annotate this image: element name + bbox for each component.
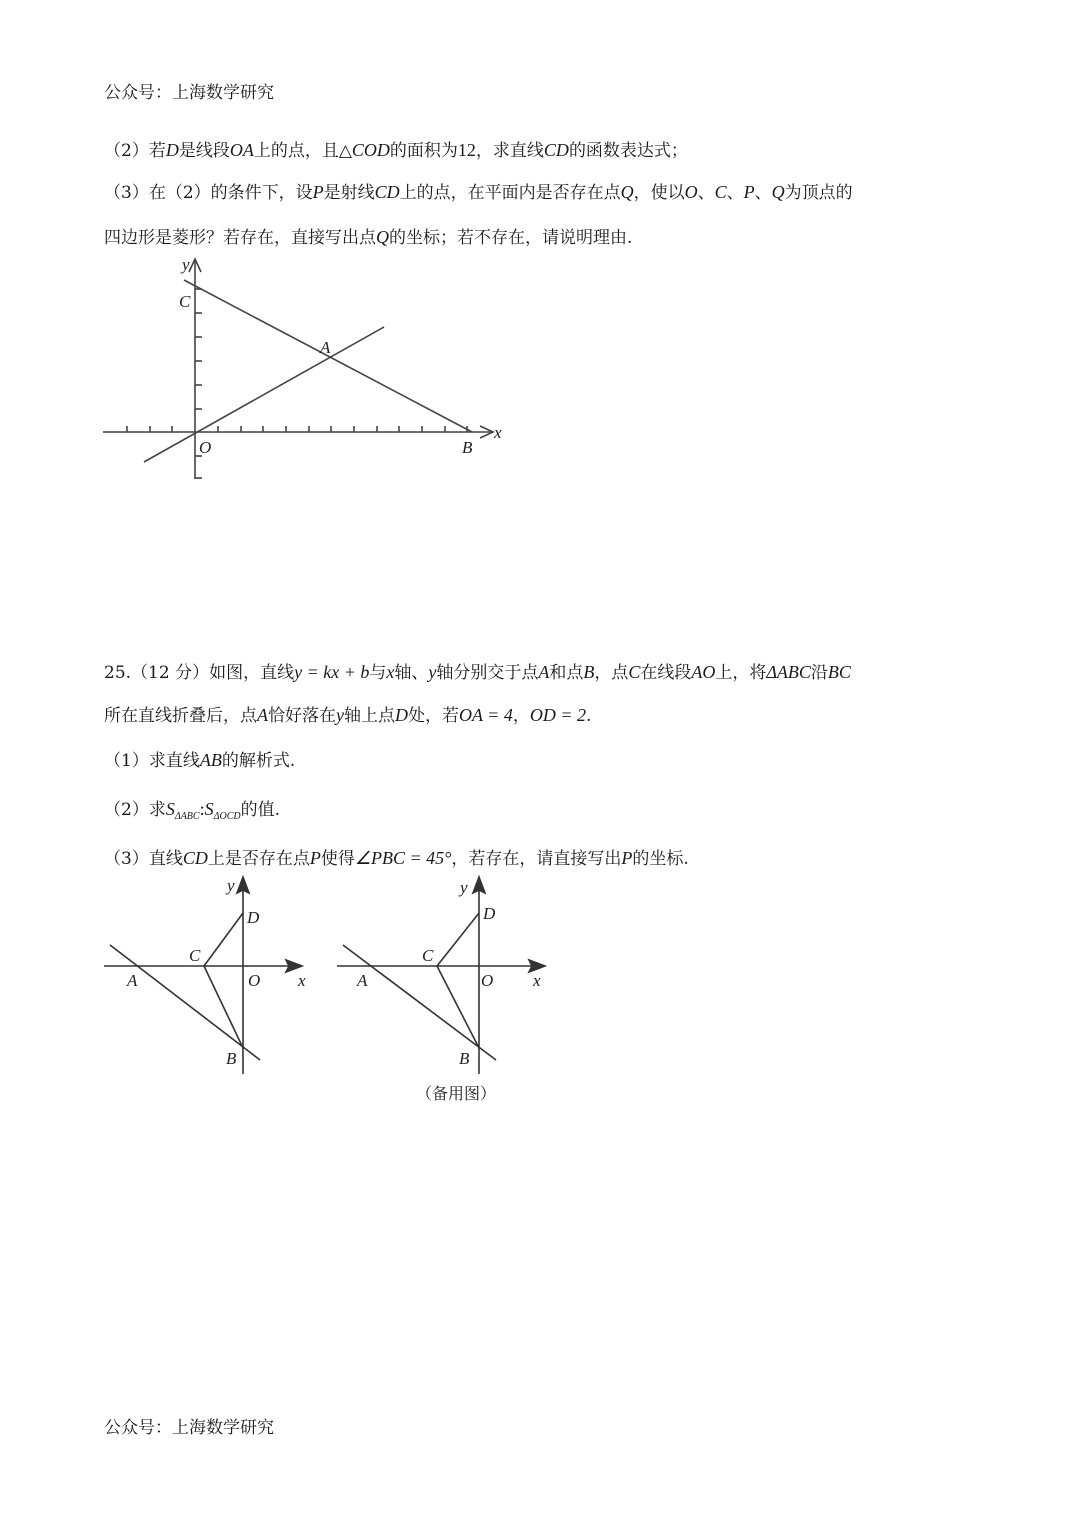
y-axis-label: y	[182, 255, 190, 274]
var: Q	[771, 182, 785, 202]
x-axis-label: x	[533, 971, 541, 990]
text: 所在直线折叠后，点	[104, 706, 257, 726]
point-o-label: O	[199, 438, 212, 457]
text: ，	[512, 706, 530, 726]
text: 、	[754, 183, 772, 203]
var: ΔABC	[766, 662, 811, 682]
segment-cd	[204, 913, 243, 966]
text: （3）在（2）的条件下，设	[104, 183, 313, 203]
text: 与	[369, 663, 387, 683]
text: ，若存在，请直接写出	[451, 849, 622, 869]
var: CD	[374, 182, 400, 202]
q24-part3-line2	[104, 225, 632, 250]
var: A	[538, 662, 550, 682]
q25-line1	[104, 660, 851, 685]
var: AB	[199, 750, 222, 770]
text: 、	[697, 183, 715, 203]
text: 上的点，在平面内是否存在点	[399, 183, 621, 203]
var: O	[684, 182, 698, 202]
point-a-label: A	[357, 971, 368, 990]
text: 沿	[810, 663, 828, 683]
y-axis-label: y	[460, 878, 468, 897]
point-a-label: A	[127, 971, 138, 990]
segment-cd	[437, 913, 479, 966]
var: B	[583, 662, 595, 682]
var: D	[165, 140, 179, 160]
point-d-label: D	[247, 908, 260, 927]
text: 和点	[549, 663, 584, 683]
q25-part2	[104, 797, 280, 829]
point-c-label: C	[189, 946, 201, 965]
q25-figure-spare	[333, 872, 548, 1077]
var: P	[621, 848, 633, 868]
text: （3）直线	[104, 849, 183, 869]
text: （2）若	[104, 141, 166, 161]
text: 是线段	[178, 141, 230, 161]
equation: OD = 2	[529, 705, 586, 725]
point-c-label: C	[422, 946, 434, 965]
text: ，求直线	[475, 141, 544, 161]
var: y	[336, 705, 344, 725]
var: C	[628, 662, 641, 682]
var: P	[743, 182, 755, 202]
point-b-label: B	[226, 1049, 237, 1068]
x-axis-label: x	[298, 971, 306, 990]
y-axis-label: y	[227, 876, 235, 895]
var: P	[309, 848, 321, 868]
line-oa	[144, 327, 384, 462]
equation: ∠PBC = 45°	[354, 848, 452, 868]
var: CD	[182, 848, 208, 868]
text: 使得	[320, 849, 355, 869]
text: 为顶点的	[784, 183, 853, 203]
point-b-label: B	[462, 438, 473, 457]
var: C	[714, 182, 727, 202]
var: Q	[376, 227, 389, 247]
y-axis-arrow	[237, 877, 249, 893]
point-a-label: A	[320, 338, 331, 357]
line-ab	[343, 945, 496, 1060]
var: A	[257, 705, 268, 725]
text: ，使以	[633, 183, 685, 203]
var: OA	[229, 140, 254, 160]
text: 轴、	[394, 663, 429, 683]
var: COD	[351, 140, 390, 160]
q25-line2	[104, 703, 591, 728]
point-o-label: O	[481, 971, 494, 990]
text: 的坐标；若不存在，请说明理由.	[389, 228, 633, 248]
point-o-label: O	[248, 971, 261, 990]
text: 上是否存在点	[207, 849, 310, 869]
subscript: ΔABC	[174, 811, 200, 822]
segment-cb	[437, 966, 479, 1048]
var: x	[386, 662, 395, 682]
line-ab	[110, 945, 260, 1060]
page-footer: 公众号：上海数学研究	[104, 1418, 274, 1438]
text: 上的点，且△	[253, 141, 352, 161]
text: 的值.	[240, 800, 280, 820]
var: AO	[691, 662, 716, 682]
text: 的坐标.	[632, 849, 689, 869]
x-axis-label: x	[494, 423, 502, 442]
page-header: 公众号：上海数学研究	[104, 83, 274, 103]
text: 轴分别交于点	[436, 663, 539, 683]
figure-caption: （备用图）	[416, 1084, 497, 1103]
q25-part1	[104, 748, 295, 773]
text: （2）求	[104, 800, 166, 820]
text: 25.（12 分）如图，直线	[104, 663, 295, 683]
text: 在线段	[640, 663, 692, 683]
segment-cb	[204, 966, 243, 1048]
subscript: ΔOCD	[213, 811, 241, 822]
var: P	[312, 182, 324, 202]
point-c-label: C	[179, 292, 191, 311]
equation: OA = 4	[459, 705, 513, 725]
text: 的解析式.	[221, 751, 296, 771]
point-b-label: B	[459, 1049, 470, 1068]
q24-part2	[104, 138, 688, 163]
var: y	[428, 662, 437, 682]
q24-part3-line1	[104, 180, 853, 205]
text: .	[585, 706, 592, 726]
var: D	[395, 705, 408, 725]
text: 轴上点	[344, 706, 395, 726]
text: 处，若	[408, 706, 459, 726]
var: BC	[827, 662, 851, 682]
x-ticks	[127, 426, 467, 432]
text: 恰好落在	[268, 706, 336, 726]
var: Q	[620, 182, 634, 202]
q25-figure-main	[100, 872, 315, 1077]
text: 的函数表达式；	[568, 141, 688, 161]
text: 四边形是菱形？若存在，直接写出点	[104, 228, 376, 248]
text: （1）求直线	[104, 751, 200, 771]
y-axis-arrow	[473, 877, 485, 893]
text: 是射线	[323, 183, 375, 203]
text: 上，将	[715, 663, 767, 683]
number: 12	[457, 140, 476, 160]
var: CD	[543, 140, 569, 160]
text: 的面积为	[389, 141, 458, 161]
q24-figure	[100, 250, 510, 485]
area-symbol: S	[165, 799, 175, 819]
colon: :	[199, 799, 205, 819]
equation: y = kx + b	[294, 662, 370, 682]
point-d-label: D	[483, 904, 496, 923]
q25-part3	[104, 846, 689, 871]
text: 、	[726, 183, 744, 203]
text: ，点	[594, 663, 629, 683]
area-symbol: S	[204, 799, 214, 819]
